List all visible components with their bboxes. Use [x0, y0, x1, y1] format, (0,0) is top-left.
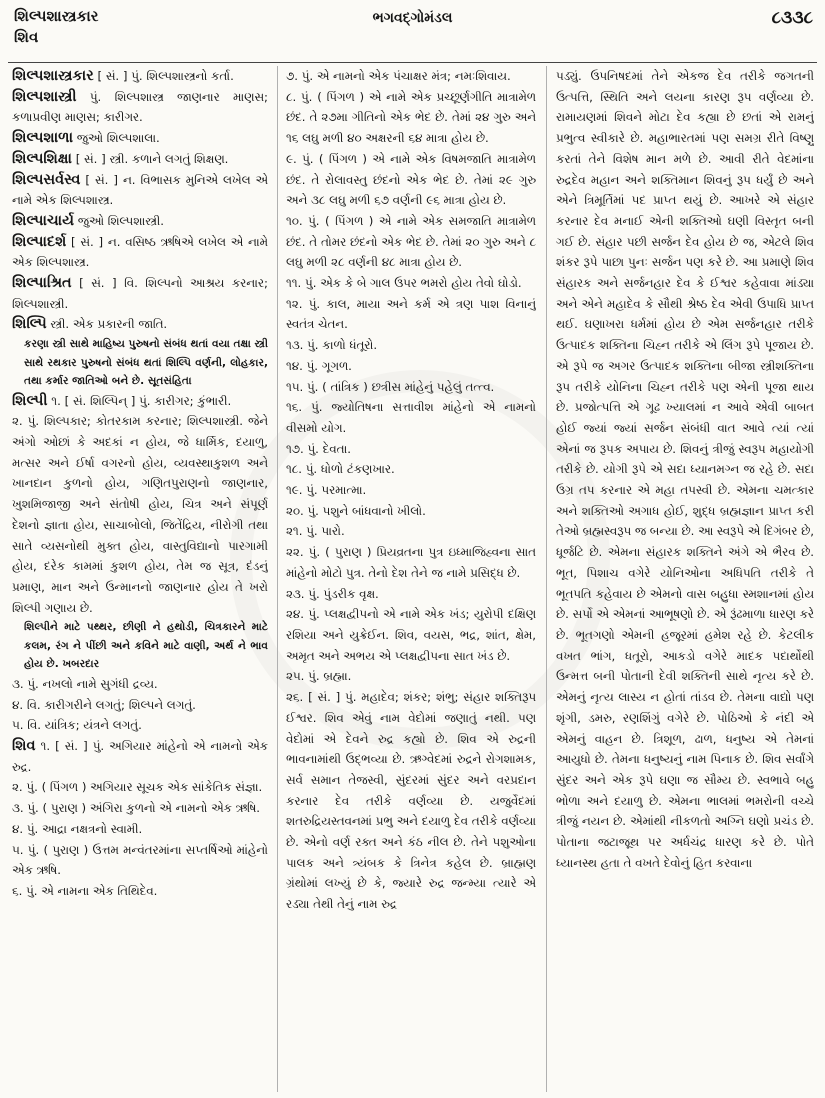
column-divider: [546, 66, 547, 1092]
headword: શિલ્પશિક્ષા: [12, 150, 72, 167]
definition: [ સં. ] વિ. શિલ્પનો આશ્રય કરનાર; શિલ્પશાસ્ત્રી.: [12, 276, 268, 311]
dictionary-entry: [286, 459, 536, 480]
dictionary-entry: [12, 314, 268, 335]
column-2: [286, 66, 536, 1094]
dictionary-entry: [12, 411, 268, 618]
definition: ૧૭. પું. દેવતા.: [286, 441, 352, 456]
header-rule: [8, 62, 817, 63]
dictionary-entry: [12, 777, 268, 798]
page-number: ૮૩૩૮: [771, 8, 813, 28]
definition: ૪. પું. આદ્રા નક્ષત્રનો સ્વામી.: [12, 821, 143, 836]
headword: શિલ્પી: [12, 392, 48, 409]
definition: જુઓ શિલ્પશાસ્ત્રી.: [74, 213, 164, 228]
definition: ૬. પું. એ નામના એક તિથિદેવ.: [12, 883, 158, 898]
definition: ૨૧. પું. પારો.: [286, 524, 345, 539]
dictionary-entry: [12, 715, 268, 736]
definition: ૧૧. પું. એક કે બે ગાલ ઉપર ભમરો હોય તેવો ઘોડો.: [286, 276, 522, 291]
definition: પું. શિલ્પશાસ્ત્ર જાણનાર માણસ; કળાપ્રવીણ માણસ; કારીગર.: [12, 89, 268, 125]
definition: ૨૩. પું. પુંડરીક વૃક્ષ.: [286, 586, 379, 601]
definition: ૮. પું. ( પિંગળ ) એ નામે એક પ્રચ્છૂર્ણગીતિ માત્રામેળ છંદ. તે ૨૭મા ગીતિનો એક ભેદ છે. તેમાં ૨૪ ગુરુ અને ૧૬ લઘુ મળી ૪૦ અક્ષરની ૬૪ માત્રા હોય છે.: [286, 89, 536, 146]
definition: ૧૨. પું. કાલ, માયા અને કર્મ એ ત્રણ પાશ વિનાનું સ્વતંત્ર ચેતન.: [286, 296, 536, 332]
definition: [ સં. ] પું. શિલ્પશાસ્ત્રનો કર્તા.: [93, 69, 234, 83]
definition: ૩. પું. નખલો નામે સુગંધી દ્રવ્ય.: [12, 676, 158, 691]
dictionary-entry: [12, 170, 268, 211]
dictionary-entry: [12, 128, 268, 149]
definition: સ્ત્રી. એક પ્રકારની જાતિ.: [46, 317, 168, 332]
headword: શિલ્પશાળા: [12, 130, 74, 147]
dictionary-entry: [12, 674, 268, 695]
dictionary-entry: [286, 273, 536, 294]
dictionary-entry: [286, 377, 536, 398]
column-divider: [277, 66, 278, 1092]
dictionary-entry: [286, 542, 536, 583]
dictionary-entry: [12, 391, 268, 412]
definition: [ સં. ] ન. વસિષ્ઠ ઋષિએ લખેલ એ નામે એક શિલ્પશાસ્ત્ર.: [12, 234, 268, 270]
guide-word-last: શિવ: [14, 28, 39, 46]
dictionary-entry: [12, 211, 268, 232]
dictionary-entry: [12, 232, 268, 273]
definition: ૯. પું. ( પિંગળ ) એ નામે એક વિષમજાતિ માત્રામેળ છંદ. તે રોલાવસ્તુ છંદનો એક ભેદ છે. તેમાં ૨૯ ગુરુ અને ૩૮ લઘુ મળી ૬૭ વર્ણની ૯૬ માત્રા હોય છે.: [286, 151, 536, 208]
definition: ૪. વિ. કારીગરીને લગતું; શિલ્પને લગતું.: [12, 697, 196, 712]
headword: શિલ્પાચાર્ય: [12, 212, 74, 229]
definition: ૧૫. પું. ( તાંત્રિક ) છત્રીસ માંહેનું પહેલું તત્ત્વ.: [286, 379, 495, 394]
dictionary-entry: [12, 149, 268, 170]
definition: [ સં. ] ન. વિભાસક મુનિએ લખેલ એ નામે એક શિલ્પશાસ્ત્ર.: [12, 172, 268, 208]
definition: ૧. [ સં. ] પું. અગિયાર માંહેનો એ નામનો એક રુદ્ર.: [12, 738, 268, 774]
dictionary-entry: [286, 211, 536, 273]
dictionary-entry: [286, 397, 536, 438]
dictionary-entry: [12, 881, 268, 902]
definition: ૨૫. પું. બ્રહ્મા.: [286, 669, 352, 684]
definition: [ સં. ] સ્ત્રી. કળાને લગતું શિક્ષણ.: [71, 151, 229, 166]
dictionary-entry: [286, 666, 536, 687]
definition: ૨૬. [ સં. ] પું. મહાદેવ; શંકર; શંભુ; સંહાર શક્તિરૂપ ઈશ્વર. શિવ એવું નામ વેદોમાં જણાતું નથી. પણ વેદોમાં એ દેવને રુદ્ર કહ્યો છે. શિવ એ રુદ્રની ભાવનામાંથી ઉદ્ભવ્યા છે. ઋગ્વેદમાં રુદ્રને રોગશામક, સર્વ સમાન તેજસ્વી, સુંદરમાં સુંદર અને વરપ્રદાન કરનાર દેવ તરીકે વર્ણવ્યા છે. યજુર્વેદમાં શતરુદ્રિયસ્તવનમાં પ્રભુ અને દયાળુ દેવ તરીકે વર્ણવ્યા છે. એનો વર્ણ રક્ત અને કંઠ નીલ છે. તેને પશુઓના પાલક અને ત્ર્યંબક કે ત્રિનેત્ર કહેલ છે. બ્રાહ્મણ ગ્રંથોમાં લખ્યું છે કે, જ્યારે રુદ્ર જન્મ્યા ત્યારે એ રડ્યા તેથી તેનું નામ રુદ્ર: [286, 690, 536, 912]
dictionary-entry: [286, 480, 536, 501]
dictionary-entry: [12, 695, 268, 716]
dictionary-entry: [12, 273, 268, 314]
definition: ૧૮. પું. ધોળો ટંકણખાર.: [286, 462, 395, 477]
dictionary-entry: [286, 66, 536, 87]
definition: ૧૬. પું. જ્યોતિષના સત્તાવીશ માંહેનો એ નામનો વીસમો યોગ.: [286, 400, 536, 435]
column-3: [556, 66, 814, 1094]
citation: કરણા સ્ત્રી સાથે માહિષ્ય પુરુષનો સંબંધ થતાં વયા તક્ષા સ્ત્રી સાથે રથકાર પુરુષનો સંબંધ થતાં શિલ્પિ વર્ણની, લોહકાર, તથા કર્માર જાતિઓ બને છે. સૂતસંહિતા: [24, 338, 268, 388]
dictionary-entry: [286, 501, 536, 522]
dictionary-entry: [286, 356, 536, 377]
headword: શિલ્પિ: [12, 316, 47, 333]
definition: ૨. પું. શિલ્પકાર; કોતરકામ કરનાર; શિલ્પશાસ્ત્રી. જેને અંગો ઓછાં કે અદકાં ન હોય, જે ધાર્મિક, દયાળુ, મત્સર અને ઈર્ષા વગરનો હોય, વ્યવસ્થાકુશળ અને ખાનદાન કુળનો હોય, ગણિતપુરાણનો જાણનાર, ખુશમિજાજી અને સંતોષી હોય, ચિત્ર અને સંપૂર્ણ દેશનો જ્ઞાતા હોય, સાચાબોલો, જિતેંદ્રિય, નીરોગી તથા સાતે વ્યસનોથી મુક્ત હોય, વાસ્તુવિદ્યાનો પારગામી હોય, દરેક કામમાં કુશળ હોય, તેમ જ સૂત્ર, દંડનું પ્રમાણ, માન અને ઉન્માનનો જાણનાર હોય તે ખરો શિલ્પી ગણાય છે.: [12, 414, 268, 615]
definition: ૫. વિ. યાંત્રિક; યંત્રને લગતું.: [12, 718, 142, 733]
dictionary-entry: [12, 66, 268, 87]
headword: શિલ્પશાસ્ત્રી: [12, 88, 77, 105]
dictionary-entry: [12, 736, 268, 777]
page-header: [0, 4, 825, 58]
definition: ૨૦. પું. પશુને બાંધવાનો ખીલો.: [286, 503, 426, 518]
guide-word-first: શિલ્પશાસ્ત્રકાર: [14, 7, 99, 25]
definition: ૫. પું. ( પુરાણ ) ઉત્તમ મન્વંતરમાંના સપ્તર્ષિઓ માંહેનો એક ઋષિ.: [12, 842, 268, 878]
definition: ૨. પું. ( પિંગળ ) અગિયાર સૂચક એક સાંકેતિક સંજ્ઞા.: [12, 780, 263, 795]
dictionary-entry: [286, 687, 536, 915]
headword: શિલ્પાશ્રિત: [12, 275, 72, 292]
citation: શિલ્પીને માટે પથ્થર, છીણી ને હથોડી, ચિત્રકારને માટે કલમ, રંગ ને પીંછી અને કવિને માટે વાણી, અર્થ ને ભાવ હોય છે. ખબરદાર: [24, 621, 268, 671]
dictionary-entry: [286, 294, 536, 335]
definition: જુઓ શિલ્પશાલા.: [73, 131, 160, 146]
dictionary-entry: [286, 439, 536, 460]
definition: ૨૨. પું. ( પુરાણ ) પ્રિયવ્રતના પુત્ર ઇધ્માજિહ્વના સાત માંહેનો મોટો પુત્ર. તેનો દેશ તેને જ નામે પ્રસિદ્ધ છે.: [286, 545, 536, 580]
dictionary-entry: [286, 149, 536, 211]
book-title: ભગવદ્ગોમંડલ: [372, 10, 453, 26]
headword: શિવ: [12, 737, 36, 754]
definition: ૨૪. પું. પ્લક્ષદ્વીપનો એ નામે એક ખંડ; યુરોપી દક્ષિણ રશિયા અને યુક્રેઈન. શિવ, વયસ, ભદ્ર, શાંત, ક્ષેમ, અમૃત અને અભય એ પ્લક્ષદ્વીપના સાત ખંડ છે.: [286, 607, 536, 663]
definition: ૧૯. પું. પરમાત્મા.: [286, 483, 367, 498]
dictionary-entry: [286, 584, 536, 605]
definition: ૩. પું. ( પુરાણ ) અંગિરા કુળનો એ નામનો એક ઋષિ.: [12, 801, 261, 816]
column-1: [12, 66, 268, 1094]
definition: પડ્યું. ઉપનિષદમાં તેને એકજ દેવ તરીકે જગતની ઉત્પત્તિ, સ્થિતિ અને લયના કારણ રૂપ વર્ણવ્યા છે. રામાયણમાં શિવને મોટા દેવ કહ્યા છે છતાં એ રામનું પ્રભુત્વ સ્વીકારે છે. મહાભારતમાં પણ સમગ્ર રીતે વિષ્ણુ કરતાં તેને વિશેષ માન મળે છે. આવી રીતે વેદમાંના રુદ્રદેવ મહાન અને શક્તિમાન શિવનું રૂપ ધર્યું છે અને એને ત્રિમૂર્તિમાં પદ પ્રાપ્ત થયું છે. આખરે એ સંહાર કરનાર દેવ મનાઈ એની શક્તિઓ ઘણી વિસ્તૃત બની ગઈ છે. સંહાર પછી સર્જન દેવ હોય છે જ, એટલે શિવ શંકર રૂપે પાછા પુનઃ સર્જન પણ કરે છે. આ પ્રમાણે શિવ સંહારક અને સર્જનહાર દેવ કે ઈશ્વર કહેવાવા માંડ્યા અને એને મહાદેવ કે સૌથી શ્રેષ્ઠ દેવ એવી ઉપાધિ પ્રાપ્ત થઈ. ઘણાખરા ધર્મમાં હોય છે એમ સર્જનહાર તરીકે ઉત્પાદક શક્તિના ચિહ્ન તરીકે એ લિંગ રૂપે પૂજાય છે. એ રૂપે જ અગર ઉત્પાદક શક્તિના બીજા સ્ત્રીશક્તિના રૂપ તરીકે યોનિના ચિહ્ન તરીકે પણ એની પૂજા થાય છે. પ્રજોત્પત્તિ એ ગૂઢ ખ્યાલમાં ન આવે એવી બાબત હોઈ જ્યાં જ્યાં સર્જન સંબંધી વાત આવે ત્યાં ત્યાં એનાં જ રૂપક અપાય છે. શિવનું ત્રીજું સ્વરૂપ મહાયોગી તરીકે છે. યોગી રૂપે એ સદા ધ્યાનમગ્ન જ રહે છે. સદા ઉગ્ર તપ કરનાર એ મહા તપસ્વી છે. એમના ચમત્કાર અને શક્તિઓ અગાધ હોઈ, શુદ્ધ બ્રહ્મજ્ઞાન પ્રાપ્ત કરી તેઓ બ્રહ્મસ્વરૂપ જ બન્યા છે. આ સ્વરૂપે એ દિગંબર છે, ધૂર્જટિ છે. એમના સંહારક શક્તિને અંગે એ ભૈરવ છે. ભૂત, પિશાચ વગેરે યોનિઓના અધિપતિ તરીકે તે ભૂતપતિ કહેવાય છે એમનો વાસ બહુધા સ્મશાનમાં હોય છે. સર્પો એ એમનાં આભૂષણો છે. એ રૂંઢમાળા ધારણ કરે છે. ભૂતગણો એમની હજૂરમાં હમેશ રહે છે. કેટલીક વખત ભાંગ, ધતૂરો, આકડો વગેરે માદક પદાર્થોથી ઉન્મત્ત બની પોતાની દેવી શક્તિની સાથે નૃત્ય કરે છે. એમનું નૃત્ય લાસ્ય ન હોતાં તાંડવ છે. તેમના વાદ્યો પણ શૃંગી, ડમરુ, રણશિંગું વગેરે છે. પોઠિઓ કે નંદી એ એમનું વાહન છે. ત્રિશૂળ, ઢાળ, ધનુષ્ય એ તેમનાં આયુધો છે. તેમના ધનુષ્યનું નામ પિનાક છે. શિવ સર્વાંગે સુંદર અને એક રૂપે ઘણા જ સૌમ્ય છે. સ્વભાવે બહુ ભોળા અને દયાળુ છે. એમના ભાલમાં ભમરોની વચ્ચે ત્રીજું નયન છે. એમાંથી નીકળતો અગ્નિ ઘણો પ્રચંડ છે. પોતાના જટાજૂથ પર અર્ધચંદ્ર ધારણ કરે છે. પોતે ધ્યાનસ્થ હતા તે વખતે દેવોનું હિત કરવાના: [556, 69, 814, 870]
dictionary-entry: [286, 604, 536, 666]
dictionary-entry: [12, 840, 268, 881]
dictionary-entry: [286, 335, 536, 356]
headword: શિલ્પસર્વસ્વ: [12, 171, 81, 188]
headword: શિલ્પશાસ્ત્રકાર: [12, 68, 94, 84]
headword: શિલ્પાદર્શ: [12, 233, 67, 250]
dictionary-entry: [556, 66, 814, 873]
dictionary-entry: [12, 798, 268, 819]
dictionary-entry: [12, 87, 268, 128]
definition: ૧૪. પું. ગૂગળ.: [286, 358, 352, 373]
dictionary-entry: [12, 819, 268, 840]
definition: ૧૩. પું. કાળો ધંતૂરો.: [286, 338, 378, 353]
definition: ૧. [ સં. શિલ્પિન્ ] પું. કારીગર; કુંભારી.: [47, 393, 232, 408]
definition: ૧૦. પું. ( પિંગળ ) એ નામે એક સમજાતિ માત્રામેળ છંદ. તે તોમર છંદનો એક ભેદ છે. તેમાં ૨૦ ગુરુ અને ૮ લઘુ મળી ૨૮ વર્ણની ૪૮ માત્રા હોય છે.: [286, 213, 536, 270]
dictionary-entry: [286, 87, 536, 149]
definition: ૭. પું. એ નામનો એક પંચાક્ષર મંત્ર; નમઃશિવાય.: [286, 69, 511, 83]
dictionary-entry: [286, 521, 536, 542]
